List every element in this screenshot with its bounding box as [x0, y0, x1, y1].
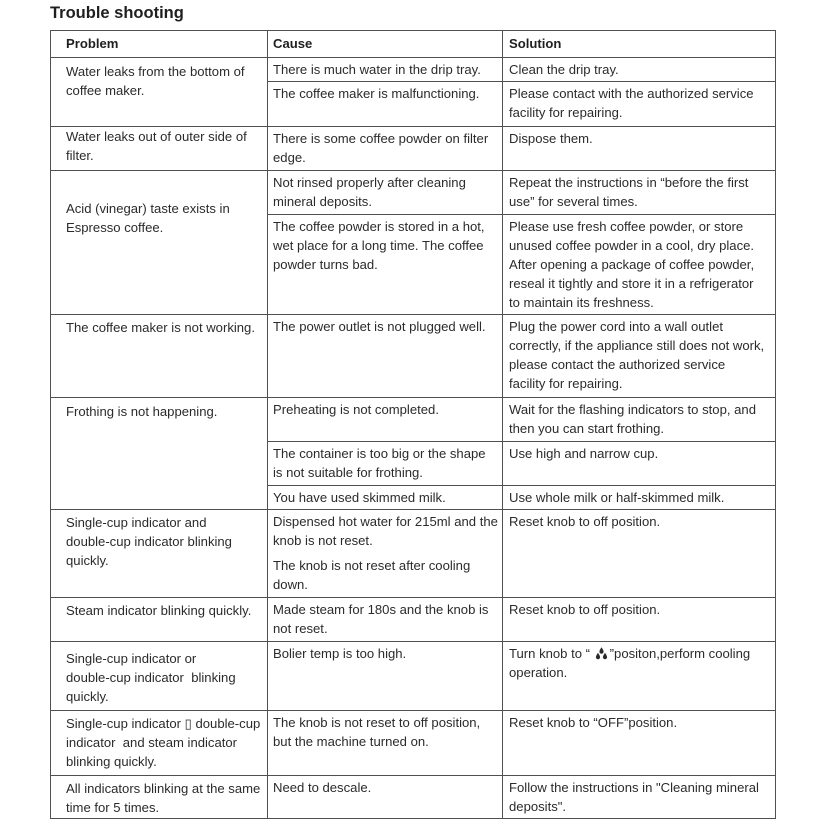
problem-cell: Single-cup indicator and double-cup indicator blinking quickly. [51, 510, 268, 598]
table-row [51, 58, 776, 82]
problem-cell: The coffee maker is not working. [51, 315, 268, 398]
solution-text-after-icon: ”positon,perform cooling operation. [509, 646, 751, 680]
solution-cell [503, 642, 776, 711]
solution-cell: Plug the power cord into a wall outlet correctly, if the appliance still does not work, please contact the authorized service facility for repairing. [503, 315, 776, 398]
table-row [51, 510, 776, 598]
cause-cell: Preheating is not completed. [268, 398, 503, 442]
solution-cell: Use high and narrow cup. [503, 442, 776, 486]
solution-cell: Dispose them. [503, 127, 776, 171]
table-row [51, 171, 776, 215]
table-row [51, 598, 776, 642]
cause-paragraph: The knob is not reset after cooling down. [273, 558, 471, 592]
solution-cell: Reset knob to off position. [503, 598, 776, 642]
cause-cell: The coffee maker is malfunctioning. [268, 82, 503, 127]
water-drops-icon [595, 647, 608, 660]
cause-cell: There is much water in the drip tray. [268, 58, 503, 82]
cause-cell: The knob is not reset to off position, but the machine turned on. [268, 711, 503, 776]
table-row [51, 642, 776, 711]
problem-cell: Acid (vinegar) taste exists in Espresso coffee. [51, 171, 268, 315]
table-row [51, 315, 776, 398]
header-cause: Cause [268, 31, 503, 58]
page-title: Trouble shooting [50, 4, 184, 22]
solution-cell: Reset knob to off position. [503, 510, 776, 598]
solution-text-before-icon: Turn knob to “ [509, 646, 594, 661]
header-row [51, 31, 776, 58]
problem-cell: Water leaks from the bottom of coffee maker. [51, 58, 268, 127]
cause-paragraph: Dispensed hot water for 215ml and the knob is not reset. [273, 514, 498, 548]
problem-cell: Single-cup indicator ▯ double-cup indicator and steam indicator blinking quickly. [51, 711, 268, 776]
solution-cell: Follow the instructions in "Cleaning mineral deposits". [503, 776, 776, 819]
solution-cell: Please contact with the authorized service facility for repairing. [503, 82, 776, 127]
solution-cell: Wait for the flashing indicators to stop, and then you can start frothing. [503, 398, 776, 442]
solution-cell: Clean the drip tray. [503, 58, 776, 82]
troubleshooting-table [50, 30, 776, 819]
cause-cell: The power outlet is not plugged well. [268, 315, 503, 398]
solution-cell: Reset knob to “OFF”position. [503, 711, 776, 776]
problem-cell: Frothing is not happening. [51, 398, 268, 510]
cause-cell: There is some coffee powder on filter edge. [268, 127, 503, 171]
table-row [51, 127, 776, 171]
header-solution: Solution [503, 31, 776, 58]
table-row [51, 776, 776, 819]
table-row [51, 711, 776, 776]
cause-cell: The container is too big or the shape is not suitable for frothing. [268, 442, 503, 486]
problem-cell: All indicators blinking at the same time for 5 times. [51, 776, 268, 819]
cause-cell: Made steam for 180s and the knob is not reset. [268, 598, 503, 642]
problem-cell: Steam indicator blinking quickly. [51, 598, 268, 642]
cause-cell: The coffee powder is stored in a hot, wet place for a long time. The coffee powder turns bad. [268, 215, 503, 315]
solution-cell: Repeat the instructions in “before the first use” for several times. [503, 171, 776, 215]
cause-cell: You have used skimmed milk. [268, 486, 503, 510]
problem-cell: Single-cup indicator or double-cup indicator blinking quickly. [51, 642, 268, 711]
cause-cell [268, 510, 503, 598]
problem-cell: Water leaks out of outer side of filter. [51, 127, 268, 171]
header-problem: Problem [51, 31, 268, 58]
cause-cell: Bolier temp is too high. [268, 642, 503, 711]
table-row [51, 398, 776, 442]
cause-cell: Need to descale. [268, 776, 503, 819]
cause-cell: Not rinsed properly after cleaning mineral deposits. [268, 171, 503, 215]
solution-cell: Use whole milk or half-skimmed milk. [503, 486, 776, 510]
solution-cell: Please use fresh coffee powder, or store unused coffee powder in a cool, dry place. After opening a package of coffee powder, reseal it tightly and store it in a refrigerator to maintain its freshness. [503, 215, 776, 315]
